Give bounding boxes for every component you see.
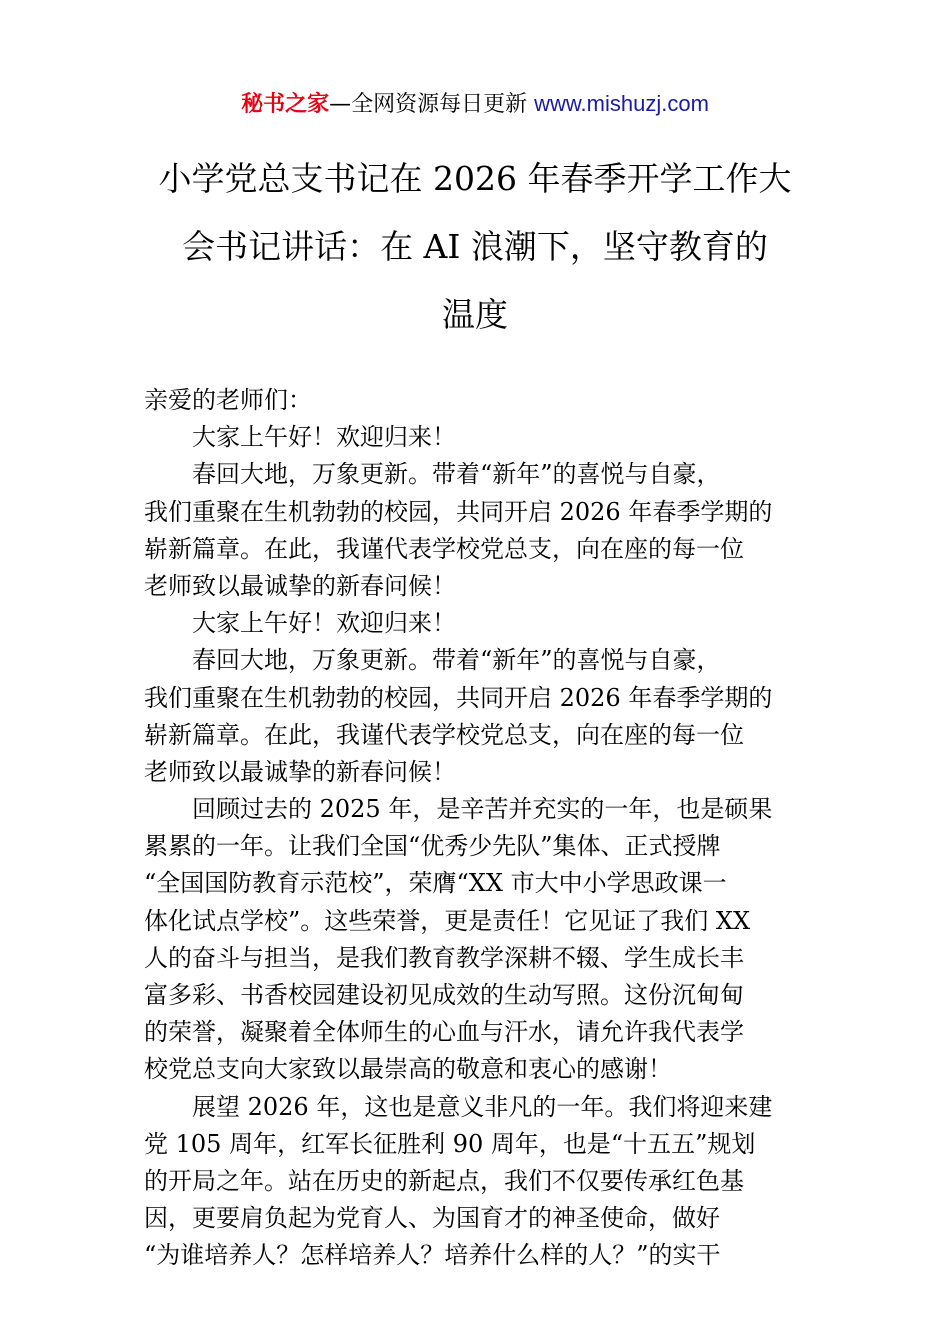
paragraph-line: “全国国防教育示范校”，荣膺“XX 市大中小学思政课一: [144, 869, 727, 898]
paragraph-line: 大家上午好！欢迎归来！: [192, 609, 456, 638]
paragraph-line: 我们重聚在生机勃勃的校园，共同开启 2026 年春季学期的: [144, 683, 773, 712]
paragraph-line: 大家上午好！欢迎归来！: [192, 423, 456, 452]
site-url-link[interactable]: www.mishuzj.com: [534, 91, 709, 116]
document-title: [140, 145, 810, 349]
site-header-banner: [0, 88, 950, 121]
document-body: [144, 382, 808, 1275]
paragraph-line: 体化试点学校”。这些荣誉，更是责任！它见证了我们 XX: [144, 906, 751, 935]
title-line: 温度: [442, 295, 508, 334]
paragraph-line: 的荣誉，凝聚着全体师生的心血与汗水，请允许我代表学: [144, 1018, 744, 1047]
paragraph-line: 党 105 周年，红军长征胜利 90 周年，也是“十五五”规划: [144, 1129, 756, 1158]
brand-tagline: —全网资源每日更新: [329, 92, 535, 117]
paragraph-line: 回顾过去的 2025 年，是辛苦并充实的一年，也是硕果: [192, 795, 773, 824]
paragraph-line: “为谁培养人？怎样培养人？培养什么样的人？”的实干: [144, 1241, 721, 1270]
paragraph-line: 春回大地，万象更新。带着“新年”的喜悦与自豪，: [192, 646, 721, 675]
paragraph-line: 春回大地，万象更新。带着“新年”的喜悦与自豪，: [192, 460, 721, 489]
paragraph-line: 校党总支向大家致以最崇高的敬意和衷心的感谢！: [144, 1055, 672, 1084]
paragraph-line: 崭新篇章。在此，我谨代表学校党总支，向在座的每一位: [144, 534, 744, 563]
brand-name: 秘书之家: [241, 92, 330, 117]
title-line: 会书记讲话：在 AI 浪潮下，坚守教育的: [182, 227, 768, 266]
paragraph-line: 展望 2026 年，这也是意义非凡的一年。我们将迎来建: [192, 1092, 773, 1121]
paragraph-line: 的开局之年。站在历史的新起点，我们不仅要传承红色基: [144, 1166, 744, 1195]
paragraph-line: 老师致以最诚挚的新春问候！: [144, 571, 456, 600]
paragraph-line: 老师致以最诚挚的新春问候！: [144, 757, 456, 786]
paragraph-line: 因，更要肩负起为党育人、为国育才的神圣使命，做好: [144, 1204, 720, 1233]
salutation: 亲爱的老师们：: [144, 386, 312, 414]
paragraph-line: 累累的一年。让我们全国“优秀少先队”集体、正式授牌: [144, 832, 721, 861]
title-line: 小学党总支书记在 2026 年春季开学工作大: [158, 159, 792, 198]
paragraph-line: 崭新篇章。在此，我谨代表学校党总支，向在座的每一位: [144, 720, 744, 749]
paragraph-line: 人的奋斗与担当，是我们教育教学深耕不辍、学生成长丰: [144, 943, 744, 972]
paragraph-line: 富多彩、书香校园建设初见成效的生动写照。这份沉甸甸: [144, 981, 744, 1009]
paragraph-line: 我们重聚在生机勃勃的校园，共同开启 2026 年春季学期的: [144, 497, 773, 526]
